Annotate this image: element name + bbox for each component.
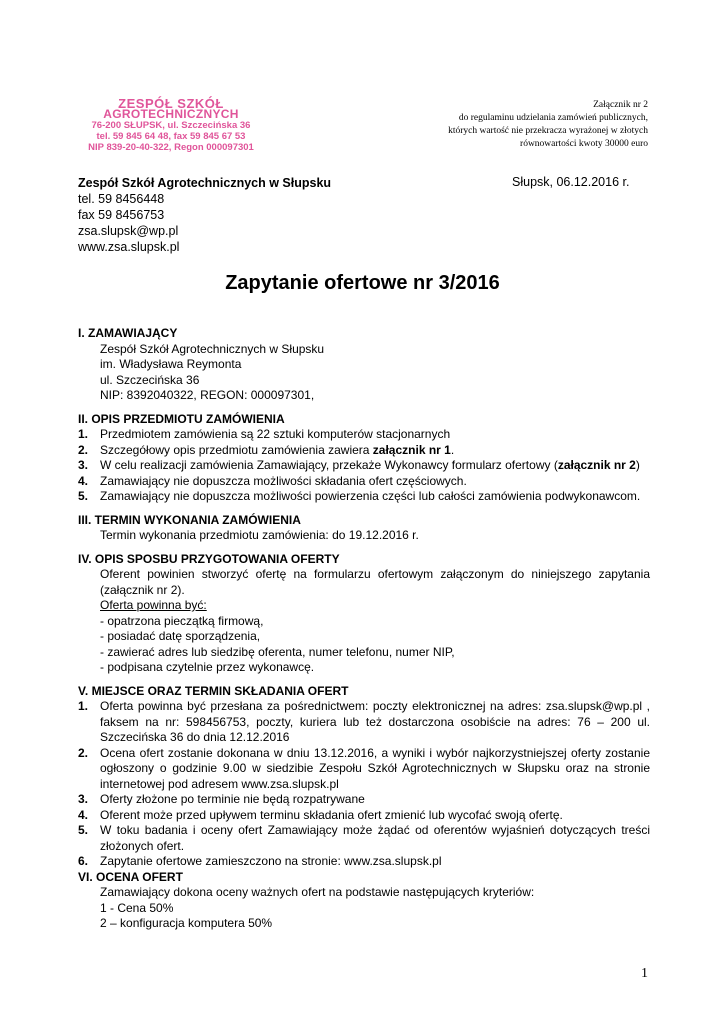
stamp-line: tel. 59 845 64 48, fax 59 845 67 53: [96, 131, 246, 142]
list-item: [78, 474, 650, 490]
stamp-line: NIP 839-20-40-322, Regon 000097301: [88, 142, 254, 153]
stamp-line: ZESPÓŁ SZKÓŁ: [118, 96, 224, 111]
organization-www: www.zsa.slupsk.pl: [78, 240, 180, 254]
item-number: 2.: [78, 745, 89, 760]
buyer-line: NIP: 8392040322, REGON: 000097301,: [100, 388, 315, 402]
list-item: [78, 458, 650, 474]
item-number: 3.: [78, 792, 89, 806]
item-number: 6.: [78, 854, 89, 868]
buyer-details: [78, 342, 650, 404]
item-text: W toku badania i oceny ofert Zamawiający może żądać od oferentów wyjaśnień dotyczących treści złożonych ofert.: [100, 823, 650, 853]
section-heading: I. ZAMAWIAJĄCY: [78, 326, 178, 340]
annex-note: [388, 99, 648, 151]
item-text: Oferty złożone po terminie nie będą rozpatrywane: [100, 792, 365, 806]
item-number: 5.: [78, 489, 89, 503]
list-item: [78, 792, 650, 808]
document-body: [78, 326, 650, 932]
section-heading: IV. OPIS SPOSBU PRZYGOTOWANIA OFERTY: [78, 551, 340, 566]
list-item: [78, 854, 650, 870]
section-text: Zamawiający dokona oceny ważnych ofert na podstawie następujących kryteriów:: [100, 885, 535, 899]
item-bold: załącznik nr 1: [372, 442, 451, 457]
page-number: 1: [641, 966, 648, 981]
item-end: ): [635, 458, 640, 472]
item-text: Zapytanie ofertowe zamieszczono na stronie: www.zsa.slupsk.pl: [100, 854, 442, 868]
section-heading: II. OPIS PRZEDMIOTU ZAMÓWIENIA: [78, 411, 285, 426]
item-number: 1.: [78, 699, 89, 713]
list-item: [78, 443, 650, 459]
item-number: 2.: [78, 442, 89, 457]
item-text: Zamawiający nie dopuszcza możliwości powierzenia części lub całości zamówienia podwykonawcom.: [100, 489, 641, 503]
item-end: .: [450, 442, 455, 457]
organization-fax: fax 59 8456753: [78, 208, 165, 222]
section-heading: VI. OCENA OFERT: [78, 869, 183, 884]
section-text: Termin wykonania przedmiotu zamówienia: do 19.12.2016 r.: [100, 528, 419, 542]
item-number: 4.: [78, 807, 89, 822]
list-item: 2 – konfiguracja komputera 50%: [100, 916, 273, 930]
list-item: [78, 699, 650, 746]
item-number: 3.: [78, 458, 89, 472]
item-text: Oferta powinna być przesłana za pośrednictwem: poczty elektronicznej na adres: zsa.slupsk@wp.pl , faksem na nr: 598456753, poczty, kuriera lub też dostarczona osobiście na adres: 76 – 200 ul. Szczecińska 36 do dnia 12.12.2016: [100, 699, 650, 744]
item-text: Zamawiający nie dopuszcza możliwości składania ofert częściowych.: [100, 473, 467, 488]
list-item: [78, 489, 650, 505]
list-item: - zawierać adres lub siedzibę oferenta, numer telefonu, numer NIP,: [100, 644, 455, 659]
section-subheading: Oferta powinna być:: [100, 598, 207, 612]
section-text: Oferent powinien stworzyć ofertę na formularzu ofertowym załączonym do niniejszego zapytania (załącznik nr 2).: [100, 567, 650, 597]
item-text: Oferent może przed upływem terminu składania ofert zmienić lub wycofać swoją ofertę.: [100, 807, 563, 822]
organization-tel: tel. 59 8456448: [78, 192, 165, 206]
section-heading: V. MIEJSCE ORAZ TERMIN SKŁADANIA OFERT: [78, 683, 349, 698]
annex-line: Załącznik nr 2: [593, 100, 648, 110]
item-text: Ocena ofert zostanie dokonana w dniu 13.12.2016, a wyniki i wybór najkorzystniejszej oferty zostanie ogłoszony o godzinie 9.00 w siedzibie Zespołu Szkół Agrotechnicznych w Słupsku oraz na stronie internetowej pod adresem www.zsa.slupsk.pl: [100, 745, 650, 791]
document-title: Zapytanie ofertowe nr 3/2016: [225, 272, 500, 294]
buyer-line: ul. Szczecińska 36: [100, 372, 200, 387]
organization-name: Zespół Szkół Agrotechnicznych w Słupsku: [78, 176, 332, 190]
buyer-line: Zespół Szkół Agrotechnicznych w Słupsku: [100, 341, 325, 356]
organization-block: [78, 175, 331, 255]
list-item: [78, 808, 650, 824]
item-number: 5.: [78, 823, 89, 837]
organization-email: zsa.slupsk@wp.pl: [78, 224, 179, 238]
annex-line: których wartość nie przekracza wyrażonej w złotych: [448, 126, 648, 136]
list-item: [78, 427, 650, 443]
school-stamp: [86, 98, 256, 160]
list-item: - podpisana czytelnie przez wykonawcę.: [100, 660, 315, 674]
annex-line: równowartości kwoty 30000 euro: [520, 139, 648, 149]
item-text: Przedmiotem zamówienia są 22 sztuki komputerów stacjonarnych: [100, 427, 451, 441]
list-item: - posiadać datę sporządzenia,: [100, 629, 261, 643]
list-item: 1 - Cena 50%: [100, 900, 174, 915]
buyer-line: im. Władysława Reymonta: [100, 357, 242, 371]
place-date: Słupsk, 06.12.2016 r.: [512, 175, 630, 189]
list-item: [78, 823, 650, 854]
section-heading: III. TERMIN WYKONANIA ZAMÓWIENIA: [78, 512, 301, 527]
list-item: - opatrzona pieczątką firmową,: [100, 613, 264, 628]
stamp-line: AGROTECHNICZNYCH: [103, 107, 239, 121]
item-bold: załącznik nr 2: [557, 458, 636, 472]
item-text: W celu realizacji zamówienia Zamawiający, przekaże Wykonawcy formularz ofertowy (: [100, 458, 558, 472]
item-text: Szczegółowy opis przedmiotu zamówienia zawiera: [100, 442, 373, 457]
annex-line: do regulaminu udzielania zamówień publicznych,: [458, 113, 648, 123]
stamp-line: 76-200 SŁUPSK, ul. Szczecińska 36: [91, 120, 251, 131]
item-number: 4.: [78, 473, 89, 488]
item-number: 1.: [78, 427, 89, 441]
list-item: [78, 746, 650, 793]
